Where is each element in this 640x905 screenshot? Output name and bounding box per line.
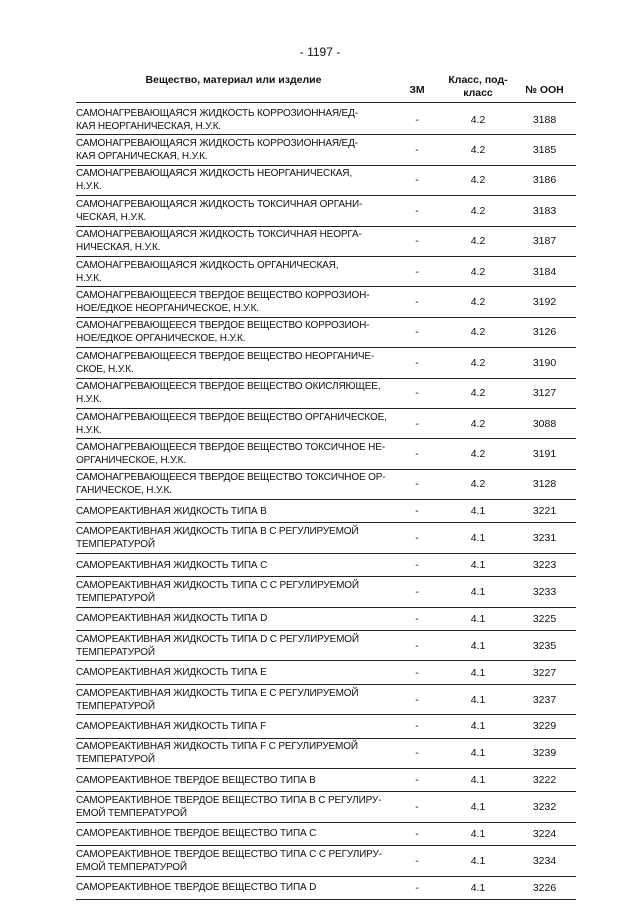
class-value: 4.2 — [470, 235, 486, 248]
un-number-value: 3222 — [532, 774, 557, 787]
substance-name — [76, 259, 391, 285]
page-number: - 1197 - — [299, 45, 341, 59]
class-value: 4.2 — [470, 447, 486, 460]
substance-name-line2: ТЕМПЕРАТУРОЙ — [76, 700, 155, 712]
class-value: 4.1 — [470, 747, 486, 760]
substance-name — [76, 319, 391, 345]
class-value: 4.1 — [470, 854, 486, 867]
table-row — [76, 135, 576, 165]
substance-name-line2: Н.У.К. — [76, 424, 102, 436]
table-row — [76, 792, 576, 822]
un-number-value: 3128 — [532, 478, 557, 491]
un-number-value: 3237 — [532, 693, 557, 706]
class-value: 4.1 — [470, 505, 486, 518]
un-number-value: 3229 — [532, 720, 557, 733]
zm-value: - — [415, 174, 419, 187]
substance-name — [76, 612, 391, 625]
header-class-line1: Класс, под- — [448, 74, 508, 86]
substance-name — [76, 350, 391, 376]
class-value: 4.2 — [470, 356, 486, 369]
substance-name-line1: САМОРЕАКТИВНАЯ ЖИДКОСТЬ ТИПА C — [76, 559, 268, 571]
substance-name — [76, 881, 391, 894]
class-value: 4.1 — [470, 774, 486, 787]
substance-name — [76, 525, 391, 551]
substance-name-line2: ТЕМПЕРАТУРОЙ — [76, 592, 155, 604]
un-number-value: 3186 — [532, 174, 557, 187]
zm-value: - — [415, 827, 419, 840]
class-value: 4.1 — [470, 881, 486, 894]
table-row — [76, 661, 576, 684]
substance-name — [76, 720, 391, 733]
substance-name — [76, 633, 391, 659]
un-number-value: 3126 — [532, 326, 557, 339]
table-row — [76, 257, 576, 287]
un-number-value: 3233 — [532, 585, 557, 598]
class-value: 4.1 — [470, 666, 486, 679]
substance-name-line2: Н.У.К. — [76, 181, 102, 193]
class-value: 4.1 — [470, 801, 486, 814]
substance-name-line2: НИЧЕСКАЯ, Н.У.К. — [76, 242, 161, 254]
table-row — [76, 409, 576, 439]
substance-name-line1: САМОРЕАКТИВНОЕ ТВЕРДОЕ ВЕЩЕСТВО ТИПА C С РЕГУЛИРУ- — [76, 848, 382, 860]
zm-value: - — [415, 204, 419, 217]
zm-value: - — [415, 326, 419, 339]
table-row — [76, 166, 576, 196]
substance-name-line2: ОРГАНИЧЕСКОЕ, Н.У.К. — [76, 454, 186, 466]
substance-name-line1: САМОРЕАКТИВНОЕ ТВЕРДОЕ ВЕЩЕСТВО ТИПА D — [76, 882, 317, 894]
table-row — [76, 500, 576, 523]
substance-name-line1: САМОНАГРЕВАЮЩЕЕСЯ ТВЕРДОЕ ВЕЩЕСТВО КОРРОЗИОН- — [76, 320, 370, 332]
substance-name — [76, 666, 391, 679]
substance-name-line2: НОЕ/ЕДКОЕ ОРГАНИЧЕСКОЕ, Н.У.К. — [76, 333, 246, 345]
un-number-value: 3192 — [532, 296, 557, 309]
table-row — [76, 227, 576, 257]
substance-name-line2: ЕМОЙ ТЕМПЕРАТУРОЙ — [76, 861, 187, 873]
class-value: 4.2 — [470, 326, 486, 339]
dangerous-goods-table — [76, 72, 576, 900]
class-value: 4.2 — [470, 478, 486, 491]
class-value: 4.2 — [470, 113, 486, 126]
table-row — [76, 196, 576, 226]
un-number-value: 3235 — [532, 639, 557, 652]
zm-value: - — [415, 693, 419, 706]
substance-name-line1: САМОРЕАКТИВНАЯ ЖИДКОСТЬ ТИПА B — [76, 505, 267, 517]
substance-name — [76, 441, 391, 467]
substance-name — [76, 411, 391, 437]
substance-name — [76, 687, 391, 713]
class-value: 4.1 — [470, 585, 486, 598]
class-value: 4.2 — [470, 265, 486, 278]
substance-name — [76, 827, 391, 840]
substance-name — [76, 774, 391, 787]
table-row — [76, 846, 576, 876]
substance-name-line2: КАЯ НЕОРГАНИЧЕСКАЯ, Н.У.К. — [76, 120, 221, 132]
zm-value: - — [415, 505, 419, 518]
substance-name-line2: ЧЕСКАЯ, Н.У.К. — [76, 211, 147, 223]
table-row — [76, 631, 576, 661]
zm-value: - — [415, 296, 419, 309]
class-value: 4.1 — [470, 827, 486, 840]
table-body — [76, 105, 576, 900]
substance-name-line1: САМОНАГРЕВАЮЩАЯСЯ ЖИДКОСТЬ КОРРОЗИОННАЯ/ЕД- — [76, 138, 358, 150]
zm-value: - — [415, 478, 419, 491]
substance-name-line1: САМОРЕАКТИВНАЯ ЖИДКОСТЬ ТИПА C С РЕГУЛИРУЕМОЙ — [76, 579, 359, 591]
header-un-number: № ООН — [525, 84, 564, 96]
table-row — [76, 554, 576, 577]
class-value: 4.2 — [470, 417, 486, 430]
substance-name-line1: САМОРЕАКТИВНАЯ ЖИДКОСТЬ ТИПА F — [76, 720, 267, 732]
zm-value: - — [415, 801, 419, 814]
substance-name — [76, 471, 391, 497]
zm-value: - — [415, 585, 419, 598]
class-value: 4.2 — [470, 387, 486, 400]
substance-name-line2: ЕМОЙ ТЕМПЕРАТУРОЙ — [76, 808, 187, 820]
substance-name-line2: ТЕМПЕРАТУРОЙ — [76, 646, 155, 658]
class-value: 4.1 — [470, 720, 486, 733]
substance-name — [76, 289, 391, 315]
zm-value: - — [415, 532, 419, 545]
zm-value: - — [415, 356, 419, 369]
class-value: 4.1 — [470, 532, 486, 545]
substance-name — [76, 505, 391, 518]
table-row — [76, 318, 576, 348]
zm-value: - — [415, 639, 419, 652]
un-number-value: 3227 — [532, 666, 557, 679]
zm-value: - — [415, 447, 419, 460]
table-row — [76, 287, 576, 317]
table-row — [76, 769, 576, 792]
un-number-value: 3184 — [532, 265, 557, 278]
zm-value: - — [415, 559, 419, 572]
substance-name-line1: САМОРЕАКТИВНОЕ ТВЕРДОЕ ВЕЩЕСТВО ТИПА B С РЕГУЛИРУ- — [76, 795, 382, 807]
substance-name-line1: САМОНАГРЕВАЮЩЕЕСЯ ТВЕРДОЕ ВЕЩЕСТВО ТОКСИЧНОЕ НЕ- — [76, 441, 385, 453]
substance-name — [76, 107, 391, 133]
substance-name — [76, 794, 391, 820]
un-number-value: 3231 — [532, 532, 557, 545]
substance-name-line1: САМОНАГРЕВАЮЩАЯСЯ ЖИДКОСТЬ ОРГАНИЧЕСКАЯ, — [76, 259, 339, 271]
table-row — [76, 523, 576, 553]
table-row — [76, 105, 576, 135]
substance-name-line2: Н.У.К. — [76, 272, 102, 284]
un-number-value: 3225 — [532, 612, 557, 625]
un-number-value: 3226 — [532, 881, 557, 894]
class-value: 4.2 — [470, 174, 486, 187]
class-value: 4.1 — [470, 639, 486, 652]
substance-name-line1: САМОНАГРЕВАЮЩАЯСЯ ЖИДКОСТЬ КОРРОЗИОННАЯ/ЕД- — [76, 107, 358, 119]
substance-name-line1: САМОРЕАКТИВНАЯ ЖИДКОСТЬ ТИПА E С РЕГУЛИРУЕМОЙ — [76, 687, 359, 699]
class-value: 4.2 — [470, 204, 486, 217]
substance-name — [76, 380, 391, 406]
substance-name-line1: САМОРЕАКТИВНАЯ ЖИДКОСТЬ ТИПА E — [76, 667, 267, 679]
zm-value: - — [415, 747, 419, 760]
substance-name-line2: КАЯ ОРГАНИЧЕСКАЯ, Н.У.К. — [76, 151, 208, 163]
un-number-value: 3221 — [532, 505, 557, 518]
table-row — [76, 877, 576, 900]
zm-value: - — [415, 612, 419, 625]
table-row — [76, 823, 576, 846]
substance-name-line2: НОЕ/ЕДКОЕ НЕОРГАНИЧЕСКОЕ, Н.У.К. — [76, 303, 259, 315]
substance-name-line1: САМОРЕАКТИВНАЯ ЖИДКОСТЬ ТИПА D С РЕГУЛИРУЕМОЙ — [76, 633, 359, 645]
substance-name-line1: САМОРЕАКТИВНАЯ ЖИДКОСТЬ ТИПА D — [76, 613, 268, 625]
substance-name-line1: САМОРЕАКТИВНАЯ ЖИДКОСТЬ ТИПА F С РЕГУЛИРУЕМОЙ — [76, 741, 358, 753]
substance-name-line2: СКОЕ, Н.У.К. — [76, 363, 134, 375]
zm-value: - — [415, 417, 419, 430]
table-row — [76, 348, 576, 378]
header-substance: Вещество, материал или изделие — [145, 74, 322, 86]
substance-name-line1: САМОНАГРЕВАЮЩЕЕСЯ ТВЕРДОЕ ВЕЩЕСТВО НЕОРГАНИЧЕ- — [76, 350, 375, 362]
substance-name — [76, 228, 391, 254]
table-row — [76, 379, 576, 409]
substance-name-line1: САМОНАГРЕВАЮЩАЯСЯ ЖИДКОСТЬ НЕОРГАНИЧЕСКАЯ, — [76, 168, 352, 180]
zm-value: - — [415, 666, 419, 679]
class-value: 4.1 — [470, 559, 486, 572]
substance-name — [76, 848, 391, 874]
substance-name-line2: ТЕМПЕРАТУРОЙ — [76, 539, 155, 551]
un-number-value: 3223 — [532, 559, 557, 572]
zm-value: - — [415, 144, 419, 157]
class-value: 4.2 — [470, 296, 486, 309]
un-number-value: 3187 — [532, 235, 557, 248]
un-number-value: 3239 — [532, 747, 557, 760]
zm-value: - — [415, 881, 419, 894]
substance-name-line2: ГАНИЧЕСКОЕ, Н.У.К. — [76, 485, 172, 497]
un-number-value: 3191 — [532, 447, 557, 460]
un-number-value: 3190 — [532, 356, 557, 369]
table-row — [76, 470, 576, 500]
substance-name-line1: САМОРЕАКТИВНОЕ ТВЕРДОЕ ВЕЩЕСТВО ТИПА B — [76, 774, 316, 786]
zm-value: - — [415, 774, 419, 787]
un-number-value: 3183 — [532, 204, 557, 217]
zm-value: - — [415, 265, 419, 278]
header-class — [443, 72, 513, 100]
substance-name-line1: САМОНАГРЕВАЮЩАЯСЯ ЖИДКОСТЬ ТОКСИЧНАЯ ОРГАНИ- — [76, 198, 363, 210]
substance-name-line1: САМОРЕАКТИВНОЕ ТВЕРДОЕ ВЕЩЕСТВО ТИПА C — [76, 828, 317, 840]
un-number-value: 3185 — [532, 144, 557, 157]
class-value: 4.1 — [470, 693, 486, 706]
table-row — [76, 439, 576, 469]
table-row — [76, 608, 576, 631]
class-value: 4.2 — [470, 144, 486, 157]
header-class-line2: класс — [463, 87, 493, 99]
substance-name-line1: САМОРЕАКТИВНАЯ ЖИДКОСТЬ ТИПА B С РЕГУЛИРУЕМОЙ — [76, 526, 359, 538]
substance-name — [76, 559, 391, 572]
substance-name — [76, 579, 391, 605]
substance-name-line2: Н.У.К. — [76, 394, 102, 406]
substance-name-line1: САМОНАГРЕВАЮЩАЯСЯ ЖИДКОСТЬ ТОКСИЧНАЯ НЕОРГА- — [76, 229, 362, 241]
un-number-value: 3232 — [532, 801, 557, 814]
un-number-value: 3234 — [532, 854, 557, 867]
table-row — [76, 739, 576, 769]
substance-name — [76, 137, 391, 163]
un-number-value: 3088 — [532, 417, 557, 430]
substance-name-line1: САМОНАГРЕВАЮЩЕЕСЯ ТВЕРДОЕ ВЕЩЕСТВО ОКИСЛЯЮЩЕЕ, — [76, 381, 381, 393]
zm-value: - — [415, 387, 419, 400]
un-number-value: 3188 — [532, 113, 557, 126]
zm-value: - — [415, 720, 419, 733]
substance-name-line1: САМОНАГРЕВАЮЩЕЕСЯ ТВЕРДОЕ ВЕЩЕСТВО ОРГАНИЧЕСКОЕ, — [76, 411, 387, 423]
substance-name-line2: ТЕМПЕРАТУРОЙ — [76, 754, 155, 766]
table-row — [76, 715, 576, 738]
table-row — [76, 577, 576, 607]
class-value: 4.1 — [470, 612, 486, 625]
un-number-value: 3127 — [532, 387, 557, 400]
un-number-value: 3224 — [532, 827, 557, 840]
substance-name-line1: САМОНАГРЕВАЮЩЕЕСЯ ТВЕРДОЕ ВЕЩЕСТВО ТОКСИЧНОЕ ОР- — [76, 472, 386, 484]
table-row — [76, 685, 576, 715]
substance-name — [76, 740, 391, 766]
table-header — [76, 72, 576, 103]
zm-value: - — [415, 235, 419, 248]
substance-name-line1: САМОНАГРЕВАЮЩЕЕСЯ ТВЕРДОЕ ВЕЩЕСТВО КОРРОЗИОН- — [76, 290, 370, 302]
header-zm: ЗМ — [409, 84, 425, 96]
substance-name — [76, 198, 391, 224]
zm-value: - — [415, 854, 419, 867]
substance-name — [76, 167, 391, 193]
zm-value: - — [415, 113, 419, 126]
